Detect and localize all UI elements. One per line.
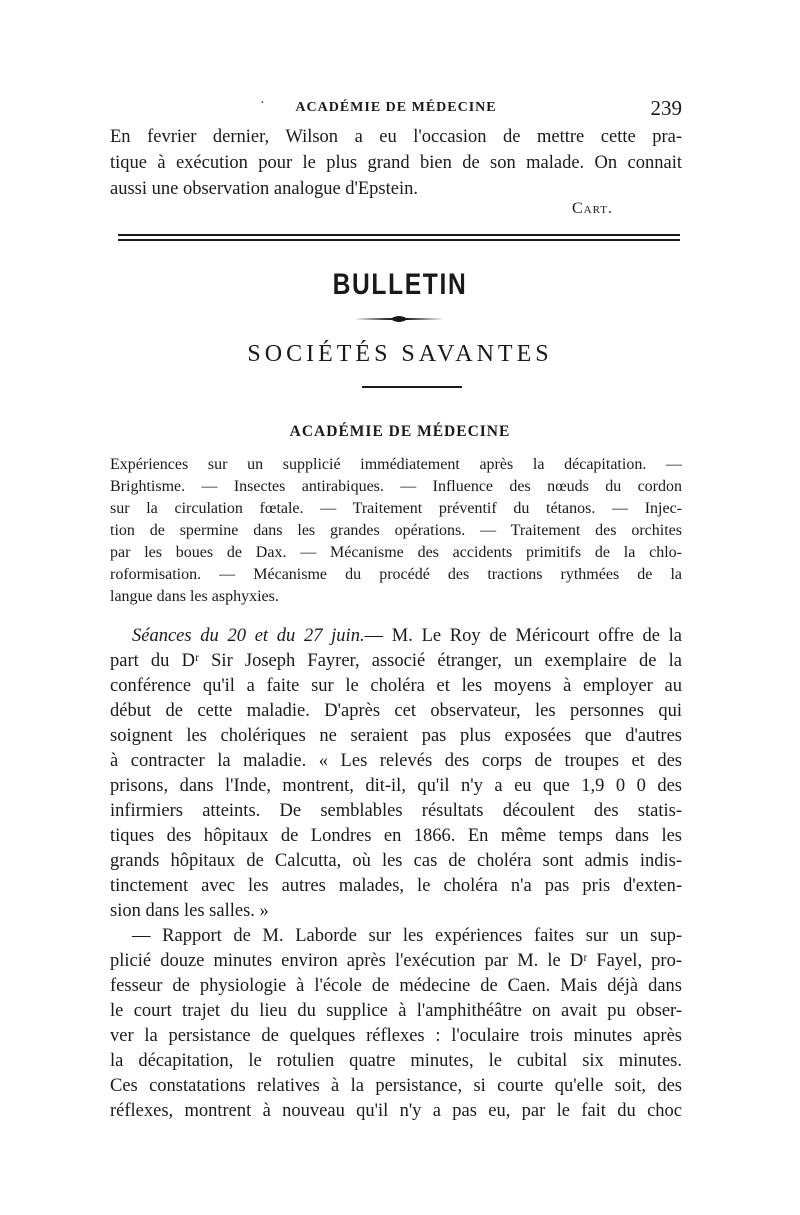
summary-line: Brightisme. — Insectes antirabiques. — Influence des nœuds du cordon [110, 478, 682, 495]
page-number: 239 [650, 96, 682, 120]
summary-line: Expériences sur un supplicié immédiatement après la décapitation. — [110, 456, 682, 473]
summary-line: sur la circulation fœtale. — Traitement préventif du tétanos. — Injec- [110, 500, 682, 517]
intro-line: tique à exécution pour le plus grand bien de son malade. On connait [110, 153, 682, 173]
summary-line: tion de spermine dans les grandes opérations. — Traitement des orchites [110, 522, 682, 539]
session-lead-line [132, 627, 682, 646]
session-line: part du Dʳ Sir Joseph Fayrer, associé étranger, un exemplaire de la [110, 651, 682, 671]
session-line: sion dans les salles. » [110, 901, 269, 921]
session-line: tinctement avec les autres malades, le choléra n'a pas pris d'exten- [110, 876, 682, 896]
societies-title: SOCIÉTÉS SAVANTES [247, 341, 553, 367]
report-line: fesseur de physiologie à l'école de médecine de Caen. Mais déjà dans [110, 976, 682, 996]
running-header [110, 96, 682, 122]
session-line: début de cette maladie. D'après cet observateur, les personnes qui [110, 701, 682, 721]
summary-line: langue dans les asphyxies. [110, 588, 279, 605]
report-line: ver la persistance de quelques réflexes : l'oculaire trois minutes après [110, 1026, 682, 1046]
session-line: soignent les cholériques ne seraient pas plus exposées que d'autres [110, 726, 682, 746]
running-title: ACADÉMIE DE MÉDECINE [295, 100, 497, 115]
session-date: Séances du 20 et du 27 juin. [132, 626, 365, 646]
header-bullet: · [260, 96, 265, 111]
session-line: à contracter la maladie. « Les relevés des corps de troupes et des [110, 751, 682, 771]
summary-line: par les boues de Dax. — Mécanisme des accidents primitifs de la chlo- [110, 544, 682, 561]
ornament-divider-icon [354, 313, 444, 325]
session-line: infirmiers atteints. De semblables résultats découlent des statis- [110, 801, 682, 821]
bulletin-title: BULLETIN [332, 268, 468, 301]
intro-line: aussi une observation analogue d'Epstein. [110, 179, 418, 199]
session-line: grands hôpitaux de Calcutta, où les cas de choléra sont admis indis- [110, 851, 682, 871]
author-signature: Cart. [571, 200, 613, 217]
report-line: plicié douze minutes environ après l'exécution par M. le Dʳ Fayel, pro- [110, 951, 682, 971]
report-line: le court trajet du lieu du supplice à l'amphithéâtre on avait pu obser- [110, 1001, 682, 1021]
report-line: Ces constatations relatives à la persistance, si courte qu'elle soit, des [110, 1076, 682, 1096]
intro-line: En fevrier dernier, Wilson a eu l'occasion de mettre cette pra- [110, 127, 682, 147]
report-line: — Rapport de M. Laborde sur les expériences faites sur un sup- [132, 926, 682, 946]
report-line: la décapitation, le rotulien quatre minutes, le cubital six minutes. [110, 1051, 682, 1071]
report-line: réflexes, montrent à nouveau qu'il n'y a pas eu, par le fait du choc [110, 1101, 682, 1121]
double-rule-top [118, 234, 680, 236]
session-line: tiques des hôpitaux de Londres en 1866. En même temps dans les [110, 826, 682, 846]
session-line: conférence qu'il a faite sur le choléra et les moyens à employer au [110, 676, 682, 696]
session-lead-text: — M. Le Roy de Méricourt offre de la [364, 626, 683, 646]
section-title: ACADÉMIE DE MÉDECINE [289, 423, 511, 440]
session-line: prisons, dans l'Inde, montrent, dit-il, qu'il n'y a eu que 1,9 0 0 des [110, 776, 682, 796]
section-divider [362, 386, 462, 388]
summary-line: roformisation. — Mécanisme du procédé des tractions rythmées de la [110, 566, 682, 583]
double-rule-bottom [118, 239, 680, 241]
